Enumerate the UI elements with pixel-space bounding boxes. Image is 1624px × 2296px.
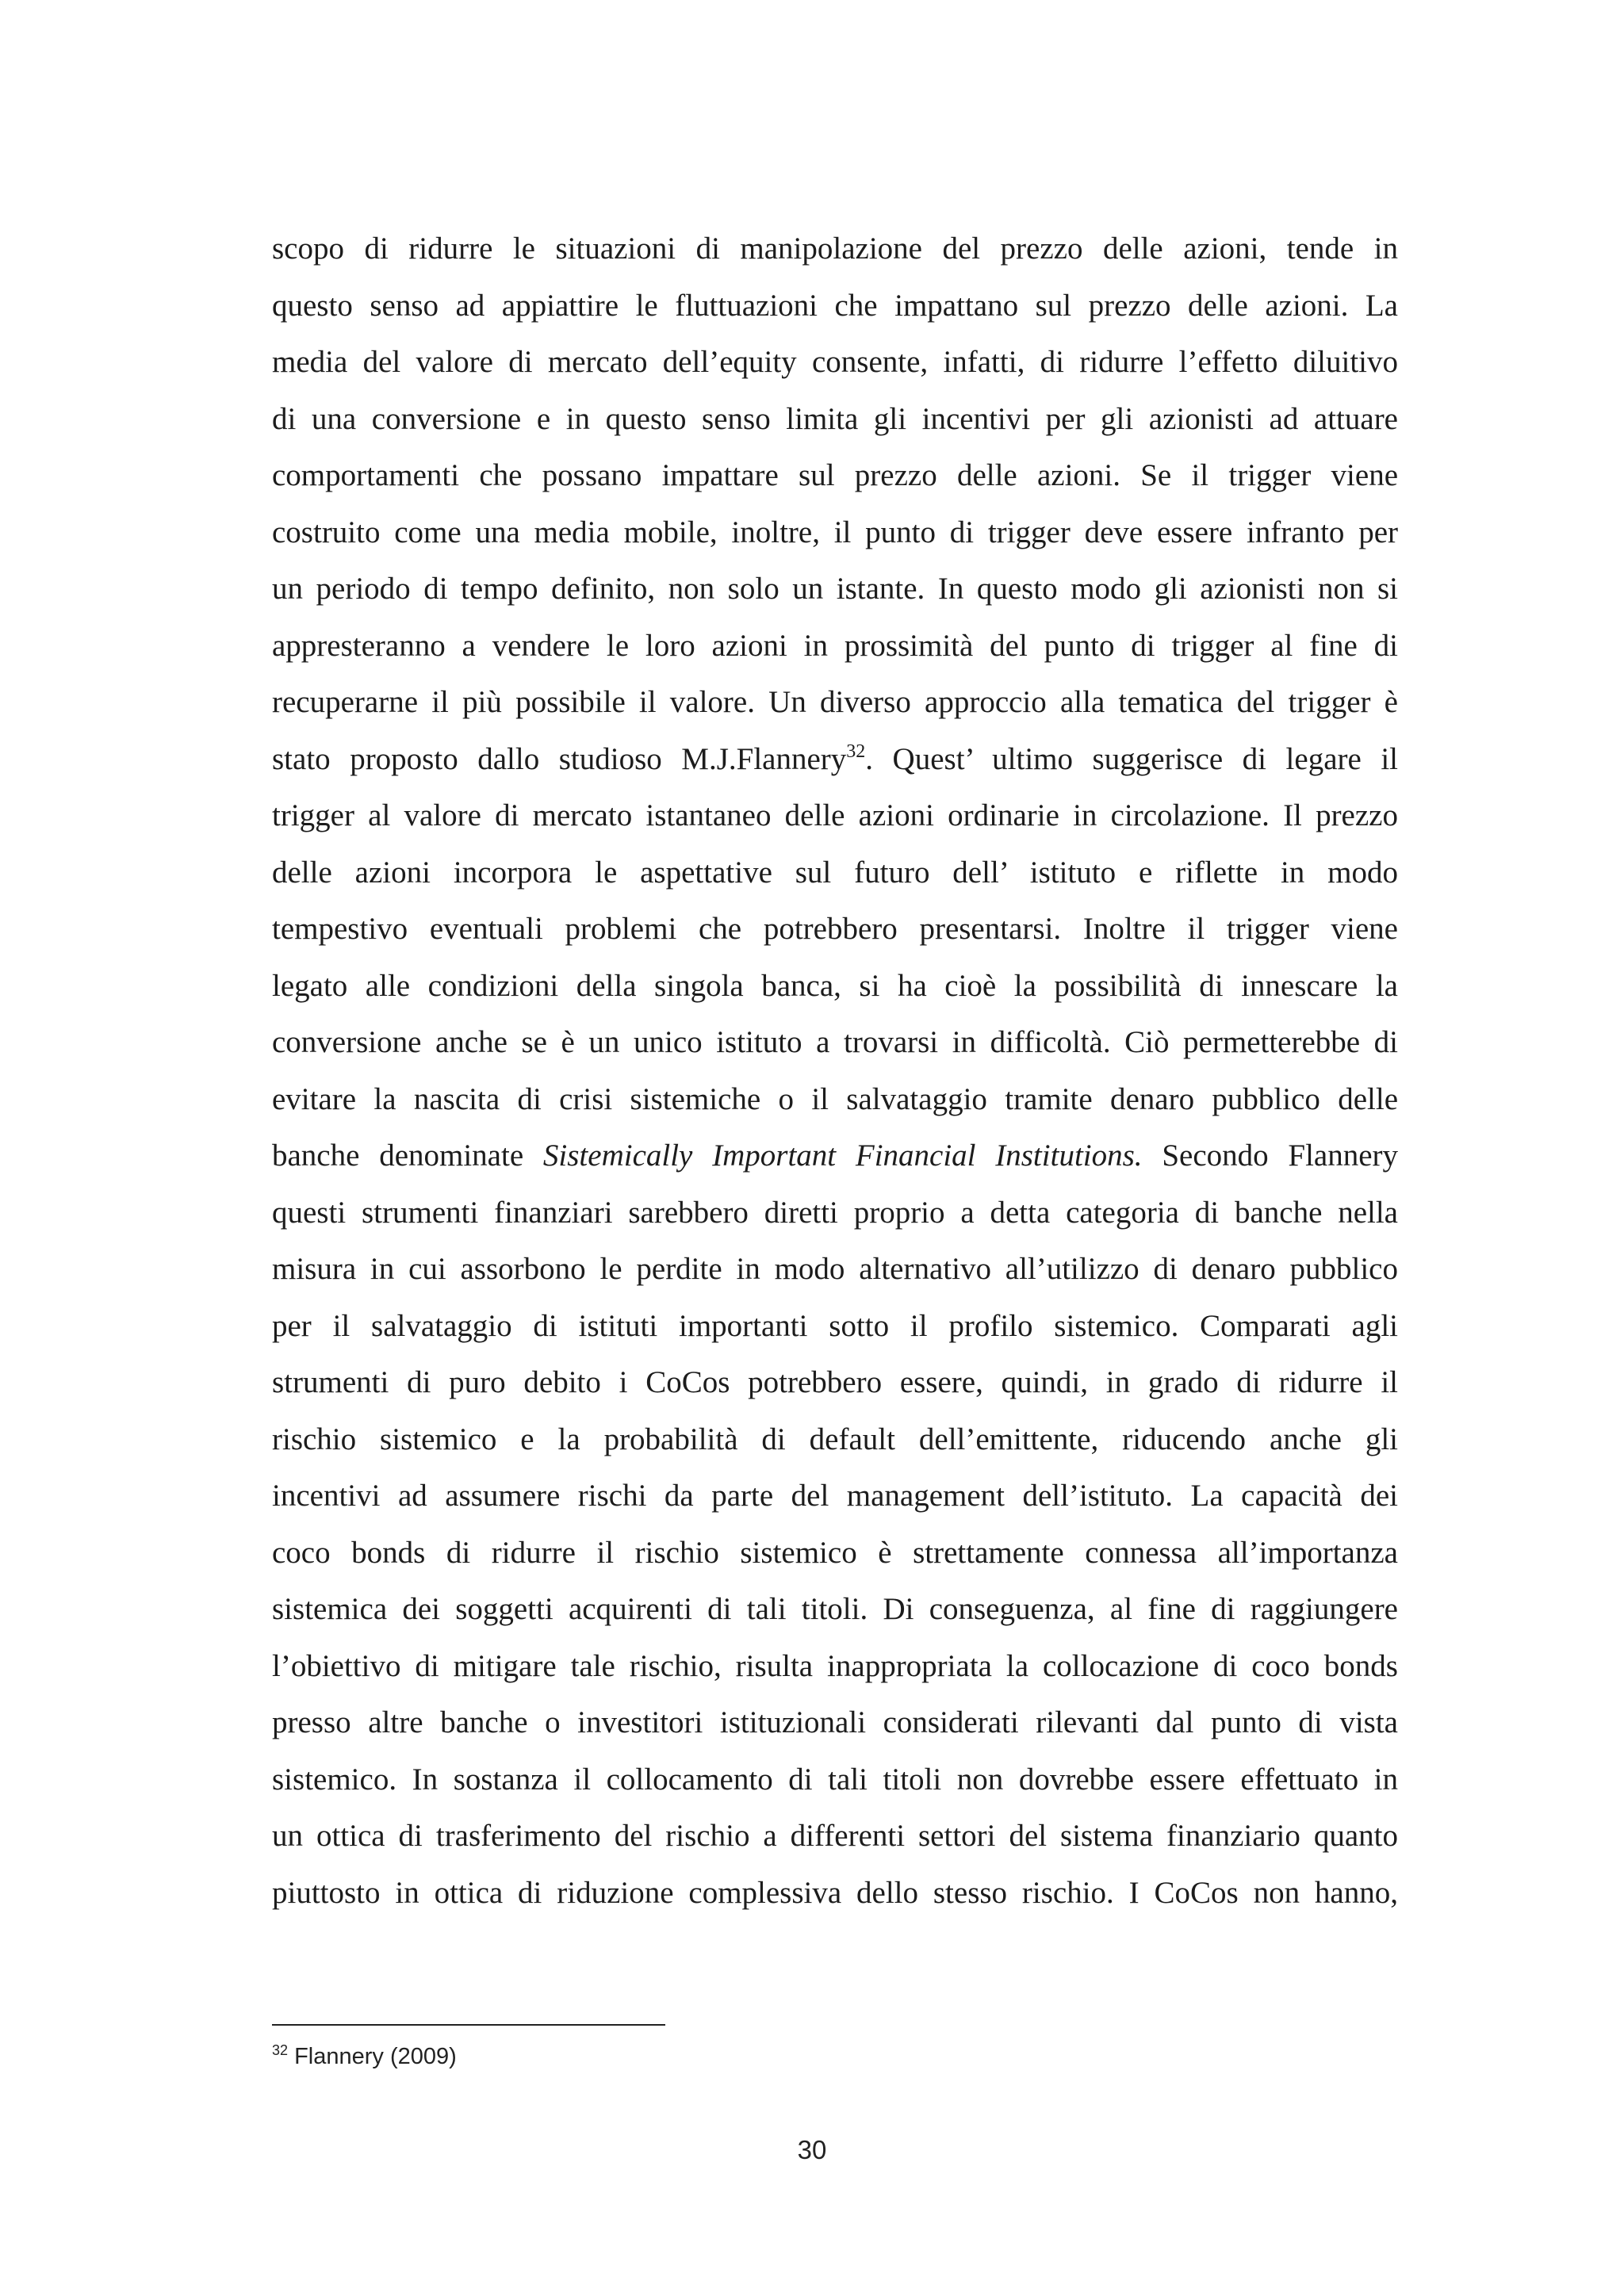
text-line: incentivi ad assumere rischi da parte del management dell’istituto. La capacità dei [272, 1479, 1398, 1513]
footnote-text: Flannery (2009) [288, 2044, 457, 2069]
text-line: misura in cui assorbono le perdite in modo alternativo all’utilizzo di denaro pubblico [272, 1252, 1398, 1286]
text-line: rischio sistemico e la probabilità di default dell’emittente, riducendo anche gli [272, 1422, 1398, 1456]
text-line: evitare la nascita di crisi sistemiche o il salvataggio tramite denaro pubblico delle [272, 1081, 1398, 1116]
text-line: media del valore di mercato dell’equity consente, infatti, di ridurre l’effetto diluitivo [272, 345, 1398, 379]
text-line: conversione anche se è un unico istituto a trovarsi in difficoltà. Ciò permetterebbe di [272, 1025, 1398, 1059]
text-line: l’obiettivo di mitigare tale rischio, risulta inappropriata la collocazione di coco bonds [272, 1648, 1398, 1683]
text-line-with-italic [272, 1127, 1398, 1184]
italic-term: Sistemically Important Financial Institutions. [542, 1138, 1143, 1173]
text-line: scopo di ridurre le situazioni di manipolazione del prezzo delle azioni, tende in [272, 232, 1398, 266]
text-line: di una conversione e in questo senso limita gli incentivi per gli azionisti ad attuare [272, 401, 1398, 436]
footnote-number: 32 [272, 2042, 289, 2058]
text-line: presso altre banche o investitori istituzionali considerati rilevanti dal punto di vista [272, 1705, 1398, 1739]
text-line: strumenti di puro debito i CoCos potrebbero essere, quindi, in grado di ridurre il [272, 1365, 1398, 1399]
text-line: sistemica dei soggetti acquirenti di tali titoli. Di conseguenza, al fine di raggiungere [272, 1592, 1398, 1626]
text-line: per il salvataggio di istituti importanti sotto il profilo sistemico. Comparati agli [272, 1308, 1398, 1343]
page-number: 30 [797, 2135, 827, 2164]
body-paragraph [272, 220, 1398, 1921]
text-segment: banche denominate [272, 1138, 524, 1173]
text-line: questi strumenti finanziari sarebbero diretti proprio a detta categoria di banche nella [272, 1195, 1398, 1230]
text-line: piuttosto in ottica di riduzione complessiva dello stesso rischio. I CoCos non hanno, [272, 1875, 1398, 1910]
text-line-with-footnote-ref [272, 731, 1398, 788]
text-line: comportamenti che possano impattare sul prezzo delle azioni. Se il trigger viene [272, 458, 1398, 492]
text-line: trigger al valore di mercato istantaneo delle azioni ordinarie in circolazione. Il prezzo [272, 798, 1398, 832]
footnote [272, 2044, 457, 2070]
text-line: appresteranno a vendere le loro azioni in prossimità del punto di trigger al fine di [272, 628, 1398, 663]
text-segment: stato proposto dallo studioso M.J.Flannery [272, 741, 847, 776]
text-line: costruito come una media mobile, inoltre, il punto di trigger deve essere infranto per [272, 515, 1398, 549]
text-line: coco bonds di ridurre il rischio sistemico è strettamente connessa all’importanza [272, 1535, 1398, 1570]
text-line: sistemico. In sostanza il collocamento di tali titoli non dovrebbe essere effettuato in [272, 1762, 1398, 1797]
text-segment: Secondo Flannery [1162, 1138, 1399, 1173]
text-line: tempestivo eventuali problemi che potrebbero presentarsi. Inoltre il trigger viene [272, 912, 1398, 946]
text-line: recuperarne il più possibile il valore. Un diverso approccio alla tematica del trigger è [272, 685, 1398, 719]
text-line: questo senso ad appiattire le fluttuazioni che impattano sul prezzo delle azioni. La [272, 288, 1398, 323]
text-line: legato alle condizioni della singola banca, si ha cioè la possibilità di innescare la [272, 968, 1398, 1003]
text-line: un periodo di tempo definito, non solo un istante. In questo modo gli azionisti non si [272, 572, 1398, 606]
text-line: un ottica di trasferimento del rischio a differenti settori del sistema finanziario quanto [272, 1819, 1398, 1853]
footnote-separator [272, 2024, 665, 2026]
footnote-reference[interactable]: 32 [846, 740, 866, 762]
text-segment: . Quest’ ultimo suggerisce di legare il [865, 741, 1398, 776]
text-line: delle azioni incorpora le aspettative sul futuro dell’ istituto e riflette in modo [272, 855, 1398, 890]
